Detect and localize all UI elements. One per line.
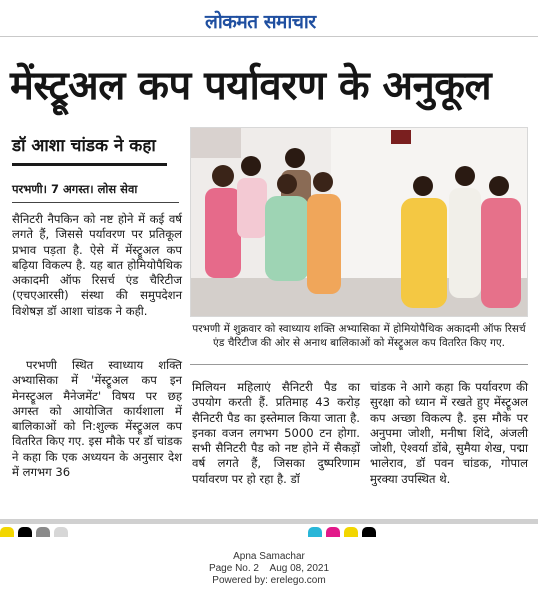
photo-caption: परभणी में शुक्रवार को स्वाध्याय शक्ति अभ्यासिका में होमियोपैथिक अकादमी ऑफ रिसर्च एंड चैरिटीज की ओर से अनाथ बालिकाओं को मेंस्ट्रूअल कप वितरित किए गए. xyxy=(192,323,526,349)
masthead xyxy=(0,0,538,38)
article-paragraph-3: मिलियन महिलाएं सैनिटरी पैड का उपयोग करती हैं. प्रतिमाह 43 करोड़ सैनिटरी पैड का इस्तेमाल किया जाता है. इनका वजन लगभग 5000 टन होगा. सभी सैनिटरी पैड को नष्ट होने में सैकड़ों वर्ष लगते हैं, जिसका दुष्परिणाम पर्यावरण पर हो रहा है. डॉ xyxy=(192,380,360,486)
caption-divider xyxy=(190,364,528,365)
page-footer xyxy=(0,551,538,587)
footer-publication: Apna Samachar xyxy=(233,551,305,562)
masthead-divider xyxy=(0,36,538,37)
yellow-mark xyxy=(344,527,358,537)
article-paragraph-2: परभणी स्थित स्वाध्याय शक्ति अभ्यासिका में 'मेंस्ट्रूअल कप इन मेनस्ट्रूअल मैनेजमेंट' विषय पर छह अगस्त को आयोजित कार्यशाला में बालिकाओं को नि:शुल्क मेंस्ट्रूअल कप वितरित किए गए. इस मौके पर डॉ चांडक ने कहा कि एक अध्ययन के अनुसार देश में लगभग 36 xyxy=(12,358,182,480)
yellow-mark xyxy=(0,527,14,537)
footer-powered-by: Powered by: erelego.com xyxy=(212,575,326,586)
light-gray-mark xyxy=(54,527,68,537)
black-mark xyxy=(18,527,32,537)
gray-mark xyxy=(36,527,50,537)
article-dateline: परभणी। 7 अगस्त। लोस सेवा xyxy=(12,182,138,196)
newspaper-logo: लोकमत समाचार xyxy=(205,11,316,33)
article-photo xyxy=(190,127,528,317)
registration-marks-left xyxy=(0,527,68,539)
article-paragraph-4: चांडक ने आगे कहा कि पर्यावरण की सुरक्षा को ध्यान में रखते हुए मेंस्ट्रूअल कप अच्छा विकल्प है. इस मौके पर अनुपमा जोशी, मनीषा शिंदे, अंजली जोशी, ऐश्वर्या डोंबे, सुमैया शेख, पद्मा भालेराव, डॉ पवन चांडक, गोपाल मुरक्या उपस्थित थे. xyxy=(370,380,528,486)
footer-page-date: Page No. 2 Aug 08, 2021 xyxy=(208,563,330,574)
article-headline: मेंस्ट्रूअल कप पर्यावरण के अनुकूल xyxy=(10,63,492,109)
registration-marks-right xyxy=(308,527,376,539)
group-photo-illustration xyxy=(191,128,528,317)
cyan-mark xyxy=(308,527,322,537)
dateline-divider xyxy=(12,202,179,203)
article-paragraph-1: सैनिटरी नैपकिन को नष्ट होने में कई वर्ष लगते हैं, जिससे पर्यावरण पर प्रतिकूल प्रभाव पड़ता है. ऐसे में मेंस्ट्रूअल कप बढ़िया विकल्प है. यह बात होमियोपैथिक अकादमी ऑफ रिसर्च एंड चैरिटीज (एचएआरसी) संस्था की समुपदेशन विशेषज्ञ डॉ आशा चांडक ने कही. xyxy=(12,212,182,318)
article-subhead: डॉ आशा चांडक ने कहा xyxy=(12,136,156,156)
subhead-underline xyxy=(12,163,167,166)
magenta-mark xyxy=(326,527,340,537)
black-mark xyxy=(362,527,376,537)
print-registration-bar xyxy=(0,519,538,524)
